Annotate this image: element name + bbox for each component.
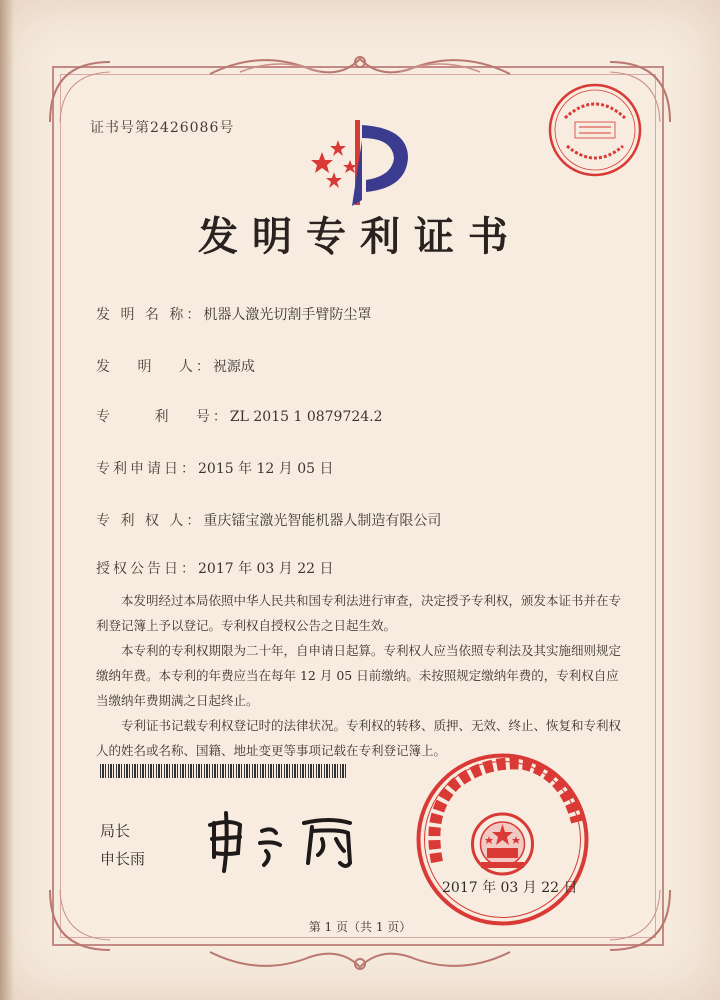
director-name: 申长雨 [100,850,146,868]
field-patent-number [96,406,383,426]
field-invention-name [96,304,371,324]
field-value: 祝源成 [212,359,255,375]
body-paragraph: 本发明经过本局依照中华人民共和国专利法进行审查，决定授予专利权，颁发本证书并在专利登记簿上予以登记。专利权自授权公告之日起生效。 [96,593,622,633]
field-value: 机器人激光切割手臂防尘罩 [203,307,372,323]
field-value: 重庆镭宝激光智能机器人制造有限公司 [203,513,442,529]
official-seal-icon [415,752,590,927]
field-filing-date [96,458,334,478]
field-value: 2017 年 03 月 22 日 [198,561,334,577]
field-label: 发 明 人： [96,359,213,375]
binding-shadow [0,0,14,1000]
bottom-ornament [200,942,520,982]
tax-seal-icon [545,80,645,180]
certificate-title: 发明专利证书 [198,213,522,260]
certificate-number: 证书号第2426086号 [90,120,235,136]
field-label: 专 利 权 人： [96,513,204,529]
certificate-body [96,588,626,763]
patent-office-logo-icon [300,110,425,210]
body-paragraph: 专利证书记载专利权登记时的法律状况。专利权的转移、质押、无效、终止、恢复和专利权人的姓名或名称、国籍、地址变更等事项记载在专利登记簿上。 [96,718,622,758]
field-label: 发 明 名 称： [96,307,204,323]
field-value: 2015 年 12 月 05 日 [198,461,334,477]
body-paragraph: 本专利的专利权期限为二十年，自申请日起算。专利权人应当依照专利法及其实施细则规定缴纳年费。本专利的年费应当在每年 12 月 05 日前缴纳。未按照规定缴纳年费的，专利权自应当缴纳年费期满之日起终止。 [96,643,622,708]
field-inventor [96,356,255,376]
field-value: ZL 2015 1 0879724.2 [229,409,383,425]
field-grant-date [96,558,334,578]
field-label: 授权公告日： [96,561,198,577]
field-label: 专 利 号： [96,409,230,425]
director-title: 局长 [100,822,131,840]
field-label: 专利申请日： [96,461,198,477]
barcode [100,764,348,778]
page-number: 第 1 页（共 1 页） [308,920,412,934]
director-signature [200,805,370,875]
seal-date: 2017 年 03 月 22 日 [442,880,578,896]
field-patentee [96,510,441,530]
top-ornament [200,44,520,84]
